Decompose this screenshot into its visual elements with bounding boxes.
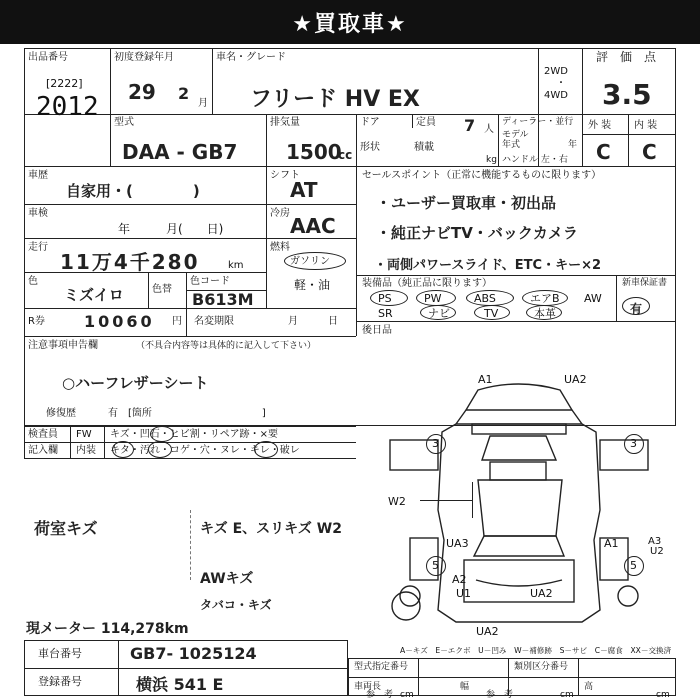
int-label: 内 装: [634, 120, 658, 131]
rear-label: 後日品: [362, 325, 392, 336]
category-label: 類別区分番号: [514, 662, 569, 672]
sales-label: セールスポイント（正常に機能するものに限ります）: [362, 170, 602, 181]
repair-value: 有 [箇所 ]: [108, 408, 266, 419]
diagram-legend: A－キズ E－エクボ U－凹み W－補修跡 S－サビ C－腐食 XX－交換済: [400, 646, 672, 655]
mark-ua2-top: UA2: [564, 373, 587, 386]
mark-u2: U2: [650, 546, 664, 557]
divider: [356, 114, 357, 166]
plate-value: 横浜 541 E: [136, 675, 224, 694]
recycle-value: 10060: [84, 312, 155, 331]
type-spec-label: 型式指定番号: [354, 662, 409, 672]
divider: [616, 275, 617, 321]
divider: [104, 426, 105, 458]
mark-circle: [148, 441, 172, 458]
note-cargo: 荷室キズ: [34, 519, 98, 538]
model-year-label1: モデル: [502, 130, 529, 140]
pointer-line: [420, 500, 472, 501]
divider: [148, 272, 149, 308]
load-unit: kg: [486, 155, 497, 165]
capacity-label: 定員: [416, 117, 436, 128]
color-label: 色: [28, 276, 38, 287]
equip-pw: PW: [424, 292, 442, 305]
equip-ps: PS: [378, 292, 392, 305]
color-code-label: 色コード: [190, 276, 230, 287]
equip-tv: TV: [484, 307, 499, 320]
name-change-value: 月 日: [288, 316, 338, 327]
lot-small: [2222]: [46, 77, 83, 90]
divider: [24, 336, 356, 337]
divider: [356, 321, 676, 322]
divider: [266, 204, 356, 205]
disp-unit: cc: [338, 148, 353, 162]
disp-value: 1500: [286, 140, 342, 164]
equip-label: 装備品（純正品に限ります）: [362, 278, 492, 289]
divider: [356, 166, 357, 336]
equip-sr: SR: [378, 307, 393, 320]
dealer-label: ディーラー・並行: [502, 117, 574, 127]
shift-label: シフト: [270, 170, 300, 181]
color-code-value: B613M: [192, 290, 254, 309]
fuel-label: 燃料: [270, 242, 290, 253]
recycle-unit: 円: [172, 316, 182, 327]
mark-3-right: 3: [630, 437, 637, 450]
score-value: 3.5: [602, 78, 652, 111]
warranty-label: 新車保証書: [622, 278, 668, 288]
equip-abs: ABS: [474, 292, 496, 305]
divider: [110, 48, 111, 166]
divider: [24, 442, 356, 443]
equip-circle: [526, 305, 562, 320]
mark-3-left: 3: [432, 437, 439, 450]
divider: [266, 114, 267, 166]
entry-label: 記入欄: [28, 445, 58, 456]
mark-circle: [112, 441, 134, 458]
score-label: 評 価 点: [596, 50, 657, 64]
notes-sub: （不具合内容等は具体的に記入して下さい）: [136, 341, 317, 351]
fuel-light: 軽・油: [294, 278, 331, 292]
divider: [24, 204, 266, 205]
door-label: ドア: [360, 117, 380, 128]
pointer-line: [472, 482, 473, 518]
model-year-unit: 年: [568, 140, 578, 150]
divider: [24, 668, 348, 669]
height-label: 高: [584, 682, 594, 692]
fw-label: FW: [76, 429, 92, 440]
divider: [24, 166, 676, 167]
page-title: ★買取車★: [0, 0, 700, 44]
name-change-label: 名変期限: [194, 316, 234, 327]
mark-a1-right: A1: [604, 537, 619, 550]
warranty-circle: [622, 297, 650, 315]
divider: [582, 134, 676, 135]
mileage-value: 11万4千280: [60, 250, 200, 274]
capacity-value: 7: [464, 116, 476, 135]
reg-year: 29: [128, 80, 156, 104]
cm-2: cm: [560, 690, 574, 700]
disp-label: 排気量: [270, 117, 300, 128]
inspection-value: 年 月( 日): [118, 222, 224, 236]
plate-label: 登録番号: [38, 675, 82, 688]
fw-items: キズ・凹石・ヒビ割・リペア跡・×要: [110, 429, 278, 440]
lot-label: 出品番号: [28, 52, 68, 63]
inspector-label: 検査員: [28, 429, 58, 440]
ref-label-2: 参 考: [486, 690, 514, 700]
cm-1: cm: [400, 690, 414, 700]
reg-month-unit: 月: [198, 98, 208, 109]
int-items: キタ・汚れ・コゲ・穴・ヌレ・キレ・破レ: [110, 445, 300, 456]
divider: [628, 114, 629, 166]
fuel-gas: ガソリン: [290, 256, 330, 267]
note-scratch: キズ E、スリキズ W2: [200, 521, 342, 537]
equip-circle: [420, 305, 456, 320]
width-label: 幅: [460, 682, 470, 692]
drive-2wd: 2WD: [544, 66, 568, 77]
ext-value: C: [596, 140, 611, 164]
divider: [24, 238, 266, 239]
name-value: フリード HV EX: [250, 87, 420, 112]
chassis-label: 車台番号: [38, 647, 82, 660]
divider: [24, 114, 676, 115]
fuel-circle: [284, 252, 346, 270]
load-label: 積載: [414, 142, 434, 153]
mark-w2: W2: [388, 495, 406, 508]
model-label: 型式: [114, 117, 134, 128]
equip-aw: AW: [584, 292, 602, 305]
inspection-label: 車検: [28, 208, 48, 219]
model-value: DAA - GB7: [122, 140, 238, 164]
mark-a1-top: A1: [478, 373, 493, 386]
divider: [582, 48, 583, 166]
length-label: 車両長: [354, 682, 382, 692]
capacity-unit: 人: [484, 124, 494, 135]
mark-a2: A2: [452, 573, 467, 586]
divider: [348, 677, 676, 678]
equip-circle: [466, 290, 514, 306]
drive-dot: ・: [556, 78, 566, 89]
recycle-label: R券: [28, 316, 45, 327]
ac-value: AAC: [290, 214, 336, 238]
divider: [538, 48, 539, 166]
note-tobacco: タバコ・キズ: [200, 598, 272, 612]
divider: [118, 640, 119, 696]
shape-label: 形状: [360, 142, 380, 153]
note-aw: AWキズ: [200, 571, 254, 587]
divider: [24, 458, 356, 459]
use-value: 自家用・( ): [66, 182, 200, 200]
warranty-value: 有: [630, 302, 643, 316]
divider: [498, 114, 499, 166]
ext-label: 外 装: [588, 120, 612, 131]
divider: [24, 308, 356, 309]
divider: [24, 426, 25, 458]
shift-value: AT: [290, 178, 318, 202]
drive-4wd: 4WD: [544, 90, 568, 101]
name-label: 車名・グレード: [216, 52, 286, 63]
mark-ua2-rear: UA2: [530, 587, 553, 600]
equip-circle: [370, 290, 408, 306]
ac-label: 冷房: [270, 208, 290, 219]
divider: [578, 658, 579, 696]
sales-line3: ・両側パワースライド、ETC・キー×2: [374, 258, 602, 273]
divider: [266, 166, 267, 308]
chassis-value: GB7- 1025124: [130, 644, 257, 663]
equip-leather: 本革: [534, 307, 556, 320]
divider: [418, 658, 419, 696]
divider: [212, 48, 213, 114]
color-change-label: 色替: [152, 284, 172, 295]
reg-label: 初度登録年月: [114, 52, 174, 63]
car-diagram: [360, 360, 676, 660]
equip-circle: [474, 305, 510, 320]
notes-value: ○ハーフレザーシート: [62, 374, 209, 392]
divider: [190, 510, 191, 580]
divider: [70, 426, 71, 458]
equip-circle: [416, 290, 456, 306]
equip-airbag: エアB: [530, 292, 560, 305]
ref-label-1: 参 考: [366, 690, 394, 700]
model-year-label2: 年式: [502, 140, 521, 150]
mark-u1: U1: [456, 587, 472, 600]
divider: [266, 238, 356, 239]
reg-month: 2: [178, 84, 190, 103]
repair-label: 修復歴: [46, 408, 76, 419]
mark-ua3: UA3: [446, 537, 469, 550]
divider: [412, 114, 413, 128]
mark-ua2-bottom: UA2: [476, 625, 499, 638]
int-value: C: [642, 140, 657, 164]
sales-line2: ・純正ナビTV・バックカメラ: [376, 224, 578, 242]
handle-label: ハンドル 左・右: [502, 155, 568, 165]
use-label: 車歴: [28, 170, 48, 181]
mileage-unit: km: [228, 260, 244, 271]
lot-number: 2012: [36, 92, 99, 122]
mileage-label: 走行: [28, 242, 48, 253]
color-value: ミズイロ: [64, 286, 124, 304]
cm-3: cm: [656, 690, 670, 700]
mark-circle: [254, 441, 278, 458]
divider: [356, 275, 676, 276]
notes-label: 注意事項申告欄: [28, 340, 98, 351]
mark-a3: A3: [648, 536, 662, 547]
equip-circle: [522, 290, 568, 306]
sales-line1: ・ユーザー買取車・初出品: [376, 194, 557, 212]
divider: [186, 272, 187, 336]
mark-circle: [150, 426, 174, 442]
int-insp-label: 内装: [76, 445, 96, 456]
equip-navi: ナビ: [428, 307, 450, 320]
mark-5-left: 5: [432, 559, 439, 572]
mark-5-right: 5: [630, 559, 637, 572]
note-meter: 現メーター 114,278km: [26, 621, 189, 637]
divider: [24, 426, 356, 427]
